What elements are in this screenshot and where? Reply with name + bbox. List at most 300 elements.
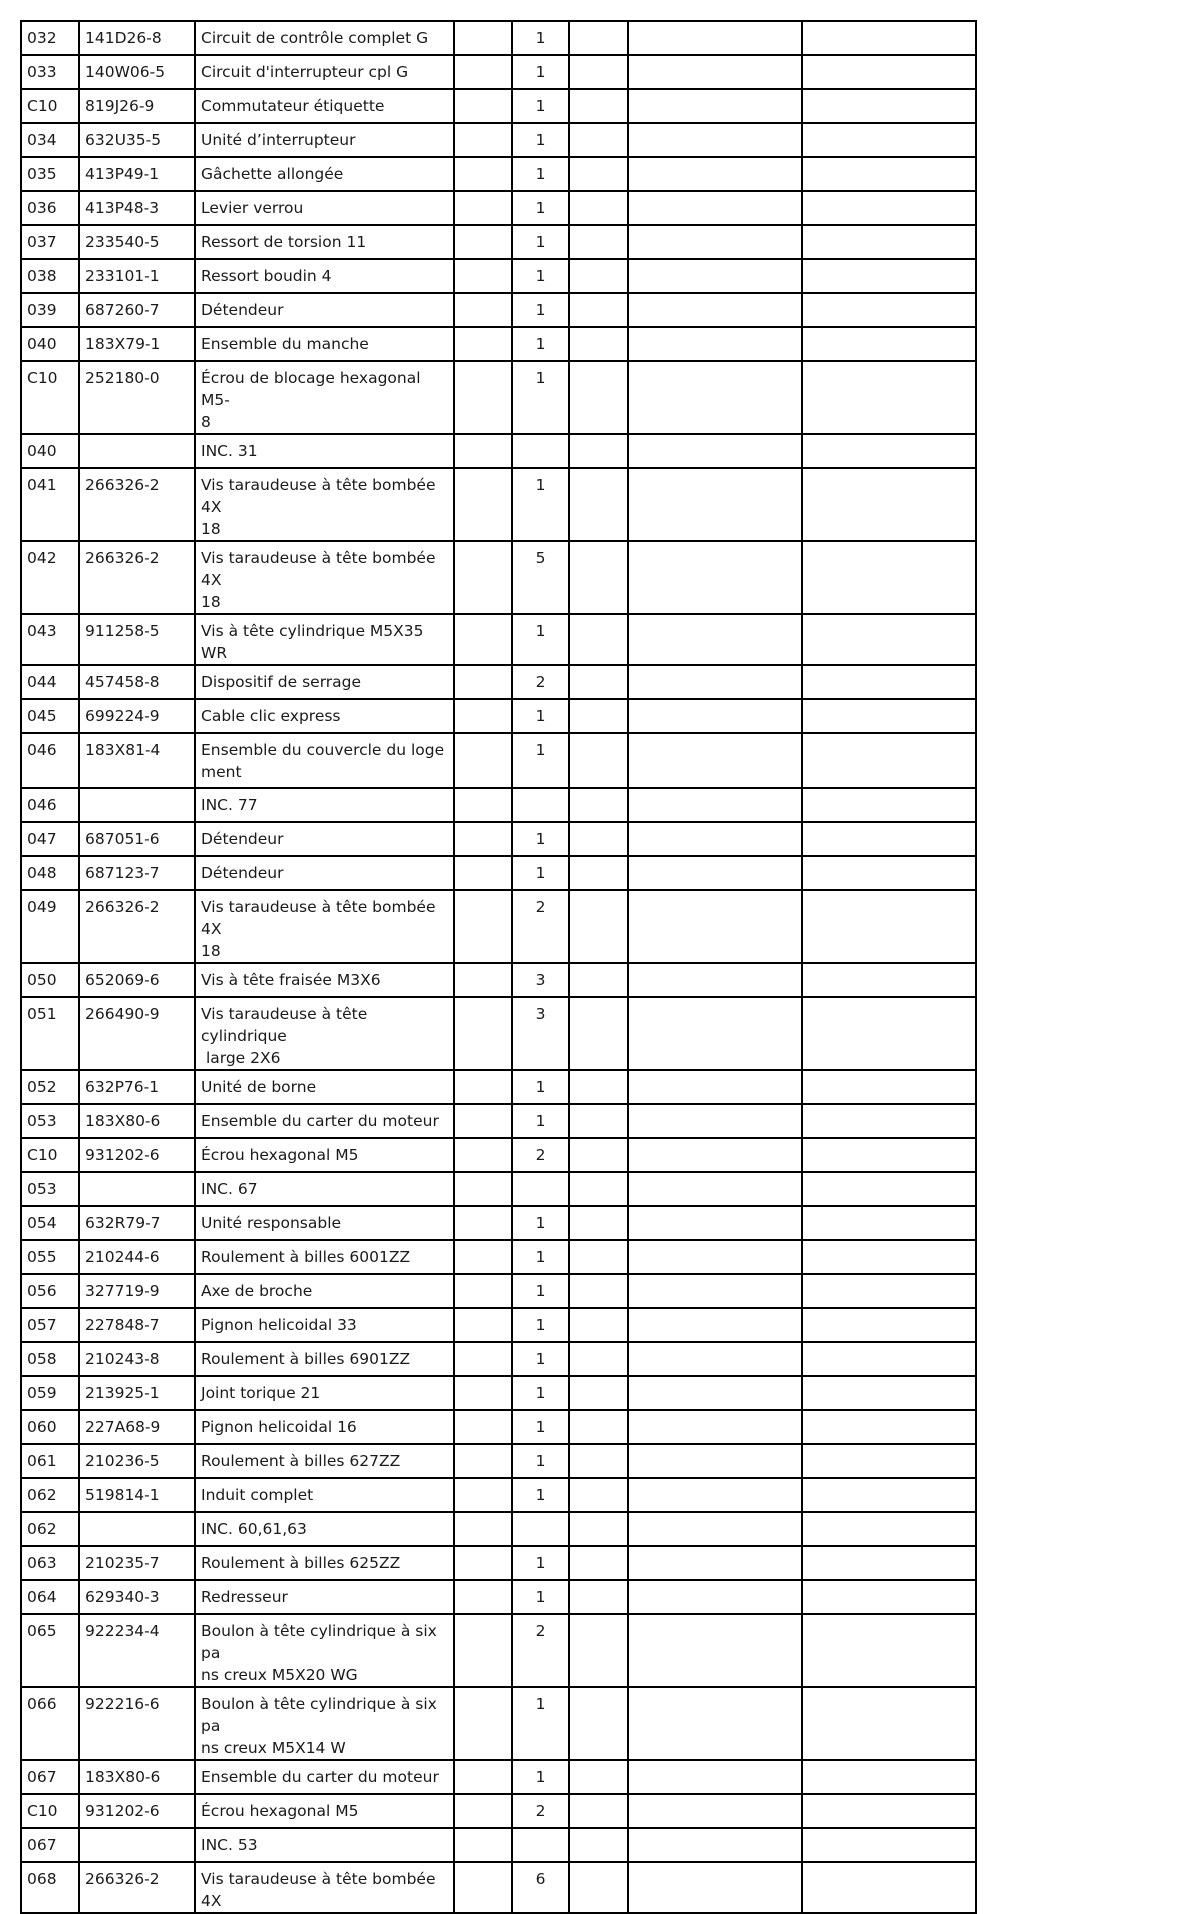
empty-cell	[569, 822, 628, 856]
empty-cell	[569, 541, 628, 614]
empty-cell	[628, 788, 802, 822]
ref-number-cell: 059	[21, 1376, 79, 1410]
empty-cell	[569, 1580, 628, 1614]
part-number-cell: 266326-2	[79, 1862, 195, 1913]
empty-cell	[802, 123, 976, 157]
table-row	[21, 1546, 976, 1580]
ref-number-cell: 055	[21, 1240, 79, 1274]
empty-cell	[569, 997, 628, 1070]
description-cell: Roulement à billes 625ZZ	[195, 1546, 454, 1580]
empty-cell	[454, 1172, 512, 1206]
ref-number-cell: 056	[21, 1274, 79, 1308]
empty-cell	[454, 1138, 512, 1172]
table-row	[21, 822, 976, 856]
description-cell: Axe de broche	[195, 1274, 454, 1308]
empty-cell	[569, 1104, 628, 1138]
description-cell: Vis taraudeuse à tête bombée 4X 18	[195, 541, 454, 614]
empty-cell	[802, 1240, 976, 1274]
quantity-cell: 1	[512, 21, 569, 55]
quantity-cell: 1	[512, 1240, 569, 1274]
empty-cell	[569, 890, 628, 963]
table-row	[21, 1342, 976, 1376]
quantity-cell: 1	[512, 1104, 569, 1138]
empty-cell	[454, 1104, 512, 1138]
description-cell: Ressort boudin 4	[195, 259, 454, 293]
part-number-cell: 931202-6	[79, 1794, 195, 1828]
empty-cell	[628, 1376, 802, 1410]
empty-cell	[802, 361, 976, 434]
description-cell: Écrou hexagonal M5	[195, 1138, 454, 1172]
empty-cell	[628, 434, 802, 468]
part-number-cell: 327719-9	[79, 1274, 195, 1308]
ref-number-cell: 037	[21, 225, 79, 259]
table-row	[21, 1478, 976, 1512]
quantity-cell: 1	[512, 55, 569, 89]
quantity-cell: 1	[512, 191, 569, 225]
empty-cell	[569, 1206, 628, 1240]
description-cell: Vis taraudeuse à tête bombée 4X	[195, 1862, 454, 1913]
empty-cell	[454, 89, 512, 123]
empty-cell	[454, 1794, 512, 1828]
empty-cell	[628, 614, 802, 665]
empty-cell	[569, 1342, 628, 1376]
empty-cell	[569, 1138, 628, 1172]
empty-cell	[454, 1512, 512, 1546]
empty-cell	[802, 1862, 976, 1913]
part-number-cell: 266326-2	[79, 541, 195, 614]
description-cell: Vis à tête cylindrique M5X35 WR	[195, 614, 454, 665]
empty-cell	[454, 434, 512, 468]
ref-number-cell: 052	[21, 1070, 79, 1104]
table-row	[21, 541, 976, 614]
quantity-cell: 1	[512, 1580, 569, 1614]
table-row	[21, 1376, 976, 1410]
empty-cell	[628, 327, 802, 361]
empty-cell	[628, 293, 802, 327]
part-number-cell: 183X79-1	[79, 327, 195, 361]
empty-cell	[569, 1376, 628, 1410]
description-cell: Unité de borne	[195, 1070, 454, 1104]
empty-cell	[802, 434, 976, 468]
empty-cell	[628, 699, 802, 733]
quantity-cell: 3	[512, 997, 569, 1070]
description-cell: Unité responsable	[195, 1206, 454, 1240]
description-cell: Dispositif de serrage	[195, 665, 454, 699]
empty-cell	[569, 963, 628, 997]
description-cell: Détendeur	[195, 856, 454, 890]
empty-cell	[802, 293, 976, 327]
ref-number-cell: 067	[21, 1760, 79, 1794]
empty-cell	[569, 1760, 628, 1794]
empty-cell	[454, 1342, 512, 1376]
parts-list-table	[20, 20, 977, 1914]
ref-number-cell: 064	[21, 1580, 79, 1614]
part-number-cell: 413P49-1	[79, 157, 195, 191]
empty-cell	[628, 1138, 802, 1172]
description-cell: INC. 77	[195, 788, 454, 822]
ref-number-cell: 051	[21, 997, 79, 1070]
description-cell: Unité d’interrupteur	[195, 123, 454, 157]
empty-cell	[569, 434, 628, 468]
ref-number-cell: C10	[21, 89, 79, 123]
part-number-cell: 233540-5	[79, 225, 195, 259]
empty-cell	[802, 55, 976, 89]
table-row	[21, 1104, 976, 1138]
empty-cell	[628, 21, 802, 55]
empty-cell	[802, 259, 976, 293]
empty-cell	[569, 21, 628, 55]
table-row	[21, 361, 976, 434]
quantity-cell	[512, 1828, 569, 1862]
quantity-cell: 3	[512, 963, 569, 997]
part-number-cell: 687260-7	[79, 293, 195, 327]
empty-cell	[802, 890, 976, 963]
empty-cell	[628, 1308, 802, 1342]
empty-cell	[802, 856, 976, 890]
empty-cell	[569, 89, 628, 123]
ref-number-cell: 038	[21, 259, 79, 293]
quantity-cell: 1	[512, 1687, 569, 1760]
quantity-cell: 2	[512, 1138, 569, 1172]
quantity-cell: 1	[512, 1760, 569, 1794]
ref-number-cell: 062	[21, 1512, 79, 1546]
empty-cell	[802, 157, 976, 191]
empty-cell	[454, 997, 512, 1070]
description-cell: Gâchette allongée	[195, 157, 454, 191]
empty-cell	[454, 1687, 512, 1760]
quantity-cell: 1	[512, 1546, 569, 1580]
empty-cell	[454, 361, 512, 434]
empty-cell	[454, 191, 512, 225]
ref-number-cell: 053	[21, 1104, 79, 1138]
empty-cell	[569, 361, 628, 434]
empty-cell	[802, 191, 976, 225]
table-row	[21, 1444, 976, 1478]
empty-cell	[569, 191, 628, 225]
empty-cell	[802, 1512, 976, 1546]
part-number-cell: 183X81-4	[79, 733, 195, 788]
part-number-cell: 266326-2	[79, 468, 195, 541]
table-row	[21, 1308, 976, 1342]
empty-cell	[454, 1308, 512, 1342]
quantity-cell: 1	[512, 1478, 569, 1512]
ref-number-cell: 035	[21, 157, 79, 191]
table-row	[21, 856, 976, 890]
empty-cell	[569, 225, 628, 259]
empty-cell	[802, 822, 976, 856]
empty-cell	[454, 1410, 512, 1444]
empty-cell	[454, 665, 512, 699]
empty-cell	[569, 1687, 628, 1760]
empty-cell	[802, 997, 976, 1070]
quantity-cell: 2	[512, 665, 569, 699]
table-row	[21, 55, 976, 89]
description-cell: Commutateur étiquette	[195, 89, 454, 123]
part-number-cell: 266326-2	[79, 890, 195, 963]
table-row	[21, 1580, 976, 1614]
table-row	[21, 1760, 976, 1794]
empty-cell	[802, 1410, 976, 1444]
part-number-cell: 911258-5	[79, 614, 195, 665]
empty-cell	[628, 123, 802, 157]
empty-cell	[628, 1172, 802, 1206]
empty-cell	[454, 259, 512, 293]
empty-cell	[569, 733, 628, 788]
empty-cell	[802, 1546, 976, 1580]
quantity-cell: 1	[512, 1206, 569, 1240]
ref-number-cell: 067	[21, 1828, 79, 1862]
empty-cell	[454, 1760, 512, 1794]
part-number-cell	[79, 434, 195, 468]
part-number-cell	[79, 1172, 195, 1206]
empty-cell	[628, 1760, 802, 1794]
quantity-cell: 1	[512, 1308, 569, 1342]
empty-cell	[454, 614, 512, 665]
empty-cell	[454, 1274, 512, 1308]
ref-number-cell: 054	[21, 1206, 79, 1240]
empty-cell	[569, 1172, 628, 1206]
quantity-cell: 1	[512, 89, 569, 123]
table-row	[21, 890, 976, 963]
quantity-cell: 1	[512, 1342, 569, 1376]
part-number-cell	[79, 788, 195, 822]
part-number-cell: 632U35-5	[79, 123, 195, 157]
ref-number-cell: 060	[21, 1410, 79, 1444]
ref-number-cell: 047	[21, 822, 79, 856]
part-number-cell: 629340-3	[79, 1580, 195, 1614]
ref-number-cell: 046	[21, 733, 79, 788]
description-cell: Ensemble du carter du moteur	[195, 1760, 454, 1794]
quantity-cell	[512, 1172, 569, 1206]
part-number-cell: 210236-5	[79, 1444, 195, 1478]
empty-cell	[628, 856, 802, 890]
description-cell: Roulement à billes 6901ZZ	[195, 1342, 454, 1376]
part-number-cell: 922216-6	[79, 1687, 195, 1760]
empty-cell	[569, 327, 628, 361]
part-number-cell: 183X80-6	[79, 1760, 195, 1794]
quantity-cell: 1	[512, 856, 569, 890]
empty-cell	[454, 157, 512, 191]
empty-cell	[628, 1444, 802, 1478]
quantity-cell: 1	[512, 225, 569, 259]
ref-number-cell: 062	[21, 1478, 79, 1512]
table-row	[21, 665, 976, 699]
description-cell: Redresseur	[195, 1580, 454, 1614]
table-row	[21, 1206, 976, 1240]
description-cell: Induit complet	[195, 1478, 454, 1512]
empty-cell	[628, 157, 802, 191]
empty-cell	[802, 1760, 976, 1794]
table-row	[21, 468, 976, 541]
ref-number-cell: 063	[21, 1546, 79, 1580]
empty-cell	[802, 1580, 976, 1614]
empty-cell	[802, 468, 976, 541]
part-number-cell: 922234-4	[79, 1614, 195, 1687]
empty-cell	[454, 225, 512, 259]
quantity-cell: 1	[512, 822, 569, 856]
ref-number-cell: 050	[21, 963, 79, 997]
empty-cell	[628, 890, 802, 963]
table-row	[21, 1240, 976, 1274]
empty-cell	[628, 1828, 802, 1862]
empty-cell	[628, 89, 802, 123]
empty-cell	[628, 1580, 802, 1614]
ref-number-cell: C10	[21, 1138, 79, 1172]
empty-cell	[628, 1070, 802, 1104]
table-row	[21, 1138, 976, 1172]
empty-cell	[802, 963, 976, 997]
quantity-cell: 1	[512, 123, 569, 157]
quantity-cell: 1	[512, 614, 569, 665]
table-row	[21, 699, 976, 733]
empty-cell	[569, 1240, 628, 1274]
empty-cell	[569, 1410, 628, 1444]
table-row	[21, 963, 976, 997]
empty-cell	[454, 468, 512, 541]
empty-cell	[802, 1478, 976, 1512]
ref-number-cell: C10	[21, 361, 79, 434]
empty-cell	[802, 1794, 976, 1828]
ref-number-cell: 049	[21, 890, 79, 963]
parts-list-body	[21, 21, 976, 1913]
part-number-cell: 519814-1	[79, 1478, 195, 1512]
table-row	[21, 1274, 976, 1308]
description-cell: INC. 53	[195, 1828, 454, 1862]
part-number-cell: 687123-7	[79, 856, 195, 890]
empty-cell	[454, 822, 512, 856]
empty-cell	[454, 1828, 512, 1862]
empty-cell	[628, 1240, 802, 1274]
empty-cell	[569, 856, 628, 890]
empty-cell	[454, 1546, 512, 1580]
description-cell: Pignon helicoidal 16	[195, 1410, 454, 1444]
ref-number-cell: 053	[21, 1172, 79, 1206]
description-cell: INC. 31	[195, 434, 454, 468]
quantity-cell: 2	[512, 1614, 569, 1687]
description-cell: Joint torique 21	[195, 1376, 454, 1410]
quantity-cell: 1	[512, 1274, 569, 1308]
empty-cell	[628, 1410, 802, 1444]
empty-cell	[802, 665, 976, 699]
table-row	[21, 1687, 976, 1760]
empty-cell	[628, 997, 802, 1070]
description-cell: Circuit d'interrupteur cpl G	[195, 55, 454, 89]
empty-cell	[569, 788, 628, 822]
quantity-cell: 1	[512, 327, 569, 361]
ref-number-cell: 040	[21, 327, 79, 361]
empty-cell	[802, 1172, 976, 1206]
table-row	[21, 1512, 976, 1546]
description-cell: Cable clic express	[195, 699, 454, 733]
part-number-cell: 632P76-1	[79, 1070, 195, 1104]
empty-cell	[569, 1828, 628, 1862]
empty-cell	[628, 963, 802, 997]
quantity-cell: 1	[512, 733, 569, 788]
ref-number-cell: 057	[21, 1308, 79, 1342]
table-row	[21, 1862, 976, 1913]
table-row	[21, 1410, 976, 1444]
description-cell: Levier verrou	[195, 191, 454, 225]
part-number-cell: 213925-1	[79, 1376, 195, 1410]
table-row	[21, 1070, 976, 1104]
empty-cell	[628, 1478, 802, 1512]
empty-cell	[569, 1862, 628, 1913]
part-number-cell: 413P48-3	[79, 191, 195, 225]
empty-cell	[802, 1614, 976, 1687]
empty-cell	[802, 1308, 976, 1342]
ref-number-cell: 032	[21, 21, 79, 55]
empty-cell	[569, 1444, 628, 1478]
quantity-cell: 1	[512, 157, 569, 191]
description-cell: INC. 67	[195, 1172, 454, 1206]
empty-cell	[569, 614, 628, 665]
ref-number-cell: 058	[21, 1342, 79, 1376]
empty-cell	[802, 1376, 976, 1410]
part-number-cell	[79, 1512, 195, 1546]
description-cell: Ensemble du manche	[195, 327, 454, 361]
empty-cell	[802, 1070, 976, 1104]
empty-cell	[628, 225, 802, 259]
part-number-cell: 227848-7	[79, 1308, 195, 1342]
empty-cell	[454, 856, 512, 890]
quantity-cell	[512, 788, 569, 822]
empty-cell	[454, 327, 512, 361]
empty-cell	[628, 191, 802, 225]
empty-cell	[802, 1687, 976, 1760]
empty-cell	[628, 1614, 802, 1687]
part-number-cell: 687051-6	[79, 822, 195, 856]
description-cell: Boulon à tête cylindrique à six pa ns creux M5X14 W	[195, 1687, 454, 1760]
empty-cell	[569, 1512, 628, 1546]
part-number-cell: 819J26-9	[79, 89, 195, 123]
table-row	[21, 157, 976, 191]
empty-cell	[569, 665, 628, 699]
empty-cell	[569, 1794, 628, 1828]
empty-cell	[802, 1274, 976, 1308]
empty-cell	[454, 1478, 512, 1512]
table-row	[21, 1172, 976, 1206]
empty-cell	[802, 614, 976, 665]
part-number-cell: 141D26-8	[79, 21, 195, 55]
empty-cell	[628, 733, 802, 788]
table-row	[21, 259, 976, 293]
part-number-cell: 931202-6	[79, 1138, 195, 1172]
empty-cell	[454, 1070, 512, 1104]
part-number-cell: 210235-7	[79, 1546, 195, 1580]
table-row	[21, 788, 976, 822]
table-row	[21, 89, 976, 123]
empty-cell	[569, 1546, 628, 1580]
empty-cell	[628, 361, 802, 434]
empty-cell	[569, 1274, 628, 1308]
empty-cell	[628, 1206, 802, 1240]
empty-cell	[569, 1478, 628, 1512]
empty-cell	[569, 1614, 628, 1687]
empty-cell	[454, 1580, 512, 1614]
empty-cell	[802, 327, 976, 361]
ref-number-cell: 039	[21, 293, 79, 327]
ref-number-cell: 040	[21, 434, 79, 468]
part-number-cell: 227A68-9	[79, 1410, 195, 1444]
empty-cell	[454, 123, 512, 157]
empty-cell	[802, 1444, 976, 1478]
empty-cell	[569, 157, 628, 191]
ref-number-cell: 048	[21, 856, 79, 890]
table-row	[21, 1614, 976, 1687]
empty-cell	[454, 1862, 512, 1913]
empty-cell	[802, 1138, 976, 1172]
quantity-cell: 1	[512, 1070, 569, 1104]
